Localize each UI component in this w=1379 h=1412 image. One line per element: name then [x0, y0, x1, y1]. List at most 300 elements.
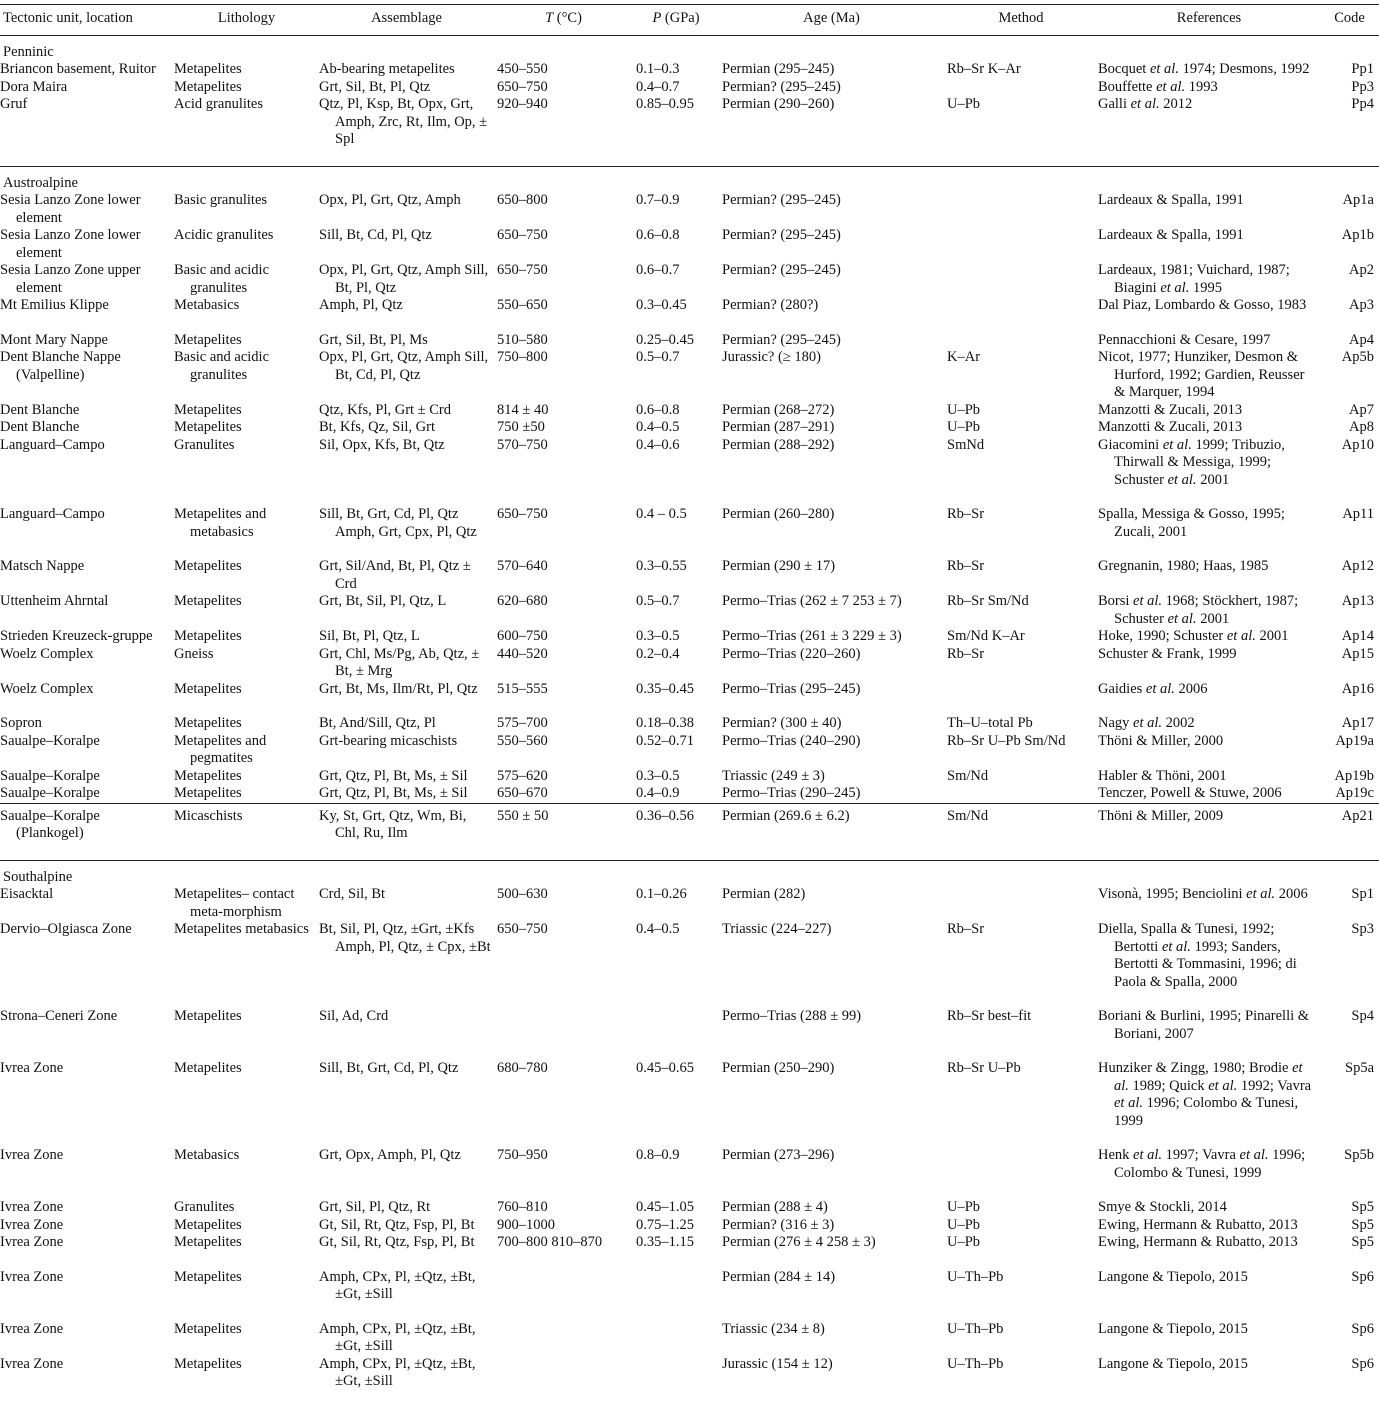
unit-cell: Woelz Complex	[0, 645, 94, 662]
assemblage-cell: Bt, Kfs, Qz, Sil, Grt	[319, 419, 435, 435]
table-row	[0, 921, 1379, 1008]
temperature-cell: 500–630	[497, 886, 548, 902]
age-cell: Permo–Trias (290–245)	[722, 785, 861, 801]
temperature-cell: 750–950	[497, 1147, 548, 1163]
pressure-cell: 0.3–0.5	[636, 628, 680, 644]
code-cell: Sp5	[1351, 1199, 1374, 1215]
pressure-cell: 0.85–0.95	[636, 96, 694, 112]
age-cell: Triassic (249 ± 3)	[722, 767, 825, 784]
code-cell: Sp5	[1351, 1216, 1374, 1233]
method-cell: U–Pb	[947, 401, 981, 418]
col-header-lithology: Lithology	[174, 5, 319, 36]
method-cell	[944, 332, 1098, 350]
age-cell: Permo–Trias (261 ± 3 229 ± 3)	[722, 628, 902, 644]
age-cell: Permo–Trias (288 ± 99)	[722, 1008, 862, 1024]
temperature-cell: 650–750	[497, 506, 548, 522]
temperature-cell: 680–780	[497, 1060, 548, 1076]
references-cell: Thöni & Miller, 2000	[1098, 732, 1224, 749]
lithology-cell: Metapelites	[174, 558, 242, 574]
temperature-cell: 550–650	[497, 297, 548, 313]
section-heading: Austroalpine	[0, 166, 1379, 192]
unit-cell: Saualpe–Koralpe (Plankogel)	[0, 803, 174, 860]
code-cell: Sp5	[1351, 1234, 1374, 1250]
table-row	[0, 715, 1379, 733]
age-cell: Triassic (224–227)	[722, 921, 832, 937]
table-row	[0, 79, 1379, 97]
references-cell: Gregnanin, 1980; Haas, 1985	[1098, 558, 1269, 574]
table-row	[0, 262, 1379, 297]
references-cell: Langone & Tiepolo, 2015	[1098, 1320, 1248, 1337]
method-cell: U–Pb	[947, 1234, 981, 1250]
temperature-cell: 650–750	[497, 78, 548, 95]
references-cell: Bouffette et al. 1993	[1098, 78, 1218, 95]
assemblage-cell: Grt, Sil/And, Bt, Pl, Qtz ± Crd	[319, 558, 471, 592]
method-cell: K–Ar	[947, 349, 981, 365]
lithology-cell: Metapelites	[174, 1216, 242, 1233]
age-cell: Permian (260–280)	[722, 506, 835, 522]
references-cell: Langone & Tiepolo, 2015	[1098, 1355, 1248, 1372]
code-cell: Ap1b	[1341, 227, 1374, 243]
age-cell: Permian (269.6 ± 6.2)	[719, 803, 944, 860]
temperature-cell: 510–580	[497, 331, 548, 348]
section-row	[0, 166, 1379, 192]
unit-cell: Mt Emilius Klippe	[0, 297, 109, 313]
code-cell: Ap8	[1349, 419, 1374, 435]
assemblage-cell: Gt, Sil, Rt, Qtz, Fsp, Pl, Bt	[319, 1216, 475, 1233]
code-cell: Ap14	[1341, 628, 1374, 644]
references-cell: Dal Piaz, Lombardo & Gosso, 1983	[1098, 297, 1307, 313]
age-cell: Permian (282)	[722, 886, 806, 902]
assemblage-cell: Grt, Bt, Sil, Pl, Qtz, L	[319, 593, 447, 609]
age-cell: Permian (290 ± 17)	[722, 558, 836, 574]
temperature-cell: 575–620	[497, 767, 548, 784]
references-cell: Pennacchioni & Cesare, 1997	[1098, 331, 1271, 348]
pressure-cell: 0.3–0.55	[636, 558, 687, 574]
table-row	[0, 558, 1379, 593]
code-cell: Ap7	[1349, 401, 1374, 418]
lithology-cell: Acid granulites	[174, 96, 263, 112]
references-cell: Tenczer, Powell & Stuwe, 2006	[1098, 785, 1282, 801]
assemblage-cell: Bt, And/Sill, Qtz, Pl	[319, 715, 436, 731]
table-row	[0, 1008, 1379, 1060]
section-heading: Southalpine	[0, 860, 1379, 886]
method-cell	[944, 785, 1098, 803]
table-row	[0, 437, 1379, 507]
lithology-cell: Metapelites	[174, 1234, 242, 1250]
code-cell: Pp3	[1351, 78, 1374, 95]
method-cell: Rb–Sr U–Pb Sm/Nd	[947, 732, 1066, 749]
references-cell: Lardeaux & Spalla, 1991	[1098, 227, 1244, 243]
col-header-code: Code	[1320, 5, 1379, 36]
method-cell	[944, 227, 1098, 262]
temperature-cell: 900–1000	[497, 1216, 555, 1233]
section-row	[0, 860, 1379, 886]
col-header-method: Method	[944, 5, 1098, 36]
temperature-cell: 700–800 810–870	[497, 1234, 603, 1250]
lithology-cell: Micaschists	[174, 803, 319, 860]
code-cell: Ap19b	[1334, 767, 1374, 784]
pressure-cell: 0.4–0.6	[636, 436, 680, 453]
references-cell: Lardeaux, 1981; Vuichard, 1987; Biagini et al. 1995	[1098, 262, 1290, 296]
temperature-cell: 600–750	[497, 628, 548, 644]
age-cell: Permo–Trias (240–290)	[722, 732, 861, 749]
method-cell: U–Pb	[947, 96, 981, 112]
method-cell: Rb–Sr U–Pb	[947, 1060, 1021, 1076]
code-cell: Ap12	[1341, 558, 1374, 574]
temperature-cell	[494, 1356, 633, 1393]
age-cell: Permian (250–290)	[722, 1060, 835, 1076]
table-row	[0, 803, 1379, 860]
lithology-cell: Gneiss	[174, 645, 214, 662]
assemblage-cell: Amph, Pl, Qtz	[319, 297, 403, 313]
code-cell: Sp5a	[1345, 1060, 1374, 1076]
code-cell: Sp6	[1351, 1320, 1374, 1337]
table-row	[0, 1269, 1379, 1321]
code-cell: Ap4	[1349, 331, 1374, 348]
age-cell: Permo–Trias (220–260)	[722, 645, 861, 662]
code-cell: Sp3	[1351, 921, 1374, 937]
age-cell: Jurassic? (≥ 180)	[722, 349, 821, 365]
table-row	[0, 227, 1379, 262]
unit-cell: Strieden Kreuzeck-gruppe	[0, 628, 153, 644]
age-cell: Permian (276 ± 4 258 ± 3)	[722, 1234, 876, 1250]
table-row	[0, 886, 1379, 921]
table-row	[0, 1199, 1379, 1217]
unit-cell: Dervio–Olgiasca Zone	[0, 921, 132, 937]
references-cell: Boriani & Burlini, 1995; Pinarelli & Boriani, 2007	[1098, 1008, 1310, 1042]
references-cell: Nagy et al. 2002	[1098, 715, 1195, 731]
code-cell: Ap16	[1341, 680, 1374, 697]
assemblage-cell: Sill, Bt, Grt, Cd, Pl, Qtz	[319, 1060, 459, 1076]
method-cell: Rb–Sr	[947, 921, 985, 937]
temperature-cell: 570–640	[497, 558, 548, 574]
unit-cell: Ivrea Zone	[0, 1355, 64, 1372]
lithology-cell: Metapelites	[174, 61, 242, 77]
references-cell: Borsi et al. 1968; Stöckhert, 1987; Schuster et al. 2001	[1098, 593, 1299, 627]
unit-cell: Ivrea Zone	[0, 1216, 64, 1233]
age-cell: Jurassic (154 ± 12)	[722, 1355, 833, 1372]
temperature-cell: 575–700	[497, 715, 548, 731]
references-cell: Gaidies et al. 2006	[1098, 680, 1208, 697]
method-cell: Sm/Nd K–Ar	[947, 628, 1025, 644]
table-row	[0, 96, 1379, 166]
table-row	[0, 1234, 1379, 1269]
lithology-cell: Metapelites	[174, 1320, 242, 1337]
code-cell: Ap17	[1341, 715, 1374, 731]
age-cell: Permian (295–245)	[722, 61, 835, 77]
assemblage-cell: Amph, CPx, Pl, ±Qtz, ±Bt, ±Gt, ±Sill	[319, 1268, 476, 1302]
unit-cell: Ivrea Zone	[0, 1199, 64, 1215]
table-row	[0, 402, 1379, 420]
unit-cell: Dent Blanche Nappe (Valpelline)	[0, 349, 121, 383]
lithology-cell: Metapelites	[174, 401, 242, 418]
method-cell	[944, 886, 1098, 921]
age-cell: Triassic (234 ± 8)	[722, 1320, 825, 1337]
method-cell	[944, 192, 1098, 227]
code-cell: Ap15	[1341, 645, 1374, 662]
assemblage-cell: Crd, Sil, Bt	[319, 886, 386, 902]
section-heading: Penninic	[3, 43, 54, 60]
method-cell: U–Th–Pb	[947, 1268, 1004, 1285]
pressure-cell: 0.52–0.71	[636, 732, 694, 749]
method-cell: Rb–Sr Sm/Nd	[947, 593, 1029, 609]
lithology-cell: Metapelites	[174, 680, 242, 697]
method-cell	[944, 297, 1098, 332]
assemblage-cell: Ky, St, Grt, Qtz, Wm, Bi, Chl, Ru, Ilm	[319, 803, 494, 860]
table-row	[0, 349, 1379, 402]
age-cell: Permian (284 ± 14)	[722, 1268, 836, 1285]
lithology-cell: Metapelites	[174, 715, 242, 731]
table-row	[0, 1217, 1379, 1235]
age-cell: Permian? (280?)	[722, 297, 819, 313]
lithology-cell: Granulites	[174, 436, 235, 453]
lithology-cell: Acidic granulites	[174, 227, 274, 243]
temperature-cell: 570–750	[497, 436, 548, 453]
references-cell: Habler & Thöni, 2001	[1098, 767, 1227, 784]
lithology-cell: Metapelites	[174, 767, 242, 784]
assemblage-cell: Qtz, Kfs, Pl, Grt ± Crd	[319, 401, 452, 418]
table-row	[0, 1321, 1379, 1356]
pressure-cell: 0.3–0.45	[636, 297, 687, 313]
method-cell: Sm/Nd	[944, 803, 1098, 860]
table-row	[0, 297, 1379, 332]
temperature-cell: 650–670	[497, 785, 548, 801]
age-cell: Permian? (295–245)	[722, 262, 841, 278]
assemblage-cell: Sill, Bt, Cd, Pl, Qtz	[319, 227, 432, 243]
age-cell: Permian (288 ± 4)	[722, 1199, 828, 1215]
col-header-references: References	[1098, 5, 1320, 36]
code-cell: Sp1	[1351, 886, 1374, 902]
temperature-cell	[494, 1008, 633, 1060]
temperature-cell: 750 ±50	[497, 419, 545, 435]
pressure-cell	[633, 1321, 719, 1356]
method-cell: Sm/Nd	[947, 767, 989, 784]
pressure-cell	[633, 1269, 719, 1321]
lithology-cell: Metapelites and metabasics	[174, 506, 267, 540]
assemblage-cell: Bt, Sil, Pl, Qtz, ±Grt, ±Kfs Amph, Pl, Qtz, ± Cpx, ±Bt	[319, 921, 491, 955]
lithology-cell: Granulites	[174, 1199, 235, 1215]
references-cell: Spalla, Messiga & Gosso, 1995; Zucali, 2001	[1098, 506, 1285, 540]
references-cell: Ewing, Hermann & Rubatto, 2013	[1098, 1234, 1298, 1250]
assemblage-cell: Grt, Sil, Bt, Pl, Ms	[319, 331, 428, 348]
code-cell: Ap13	[1341, 593, 1374, 609]
age-cell: Permian? (295–245)	[722, 78, 841, 95]
table-row	[0, 192, 1379, 227]
age-cell: Permian (290–260)	[722, 96, 835, 112]
references-cell: Hunziker & Zingg, 1980; Brodie et al. 1989; Quick et al. 1992; Vavra et al. 1996; Colombo & Tunesi, 1999	[1098, 1060, 1312, 1129]
references-cell: Nicot, 1977; Hunziker, Desmon & Hurford, 1992; Gardien, Reusser & Marquer, 1994	[1098, 349, 1305, 400]
references-cell: Henk et al. 1997; Vavra et al. 1996; Colombo & Tunesi, 1999	[1098, 1147, 1306, 1181]
temperature-cell: 550–560	[497, 732, 548, 749]
pressure-cell: 0.6–0.8	[636, 401, 680, 418]
unit-cell: Gruf	[0, 96, 28, 112]
code-cell: Ap19c	[1335, 785, 1374, 801]
assemblage-cell: Sil, Bt, Pl, Qtz, L	[319, 628, 420, 644]
lithology-cell: Metapelites	[174, 419, 242, 435]
assemblage-cell: Grt, Bt, Ms, Ilm/Rt, Pl, Qtz	[319, 680, 478, 697]
code-cell: Pp4	[1351, 96, 1374, 112]
assemblage-cell: Opx, Pl, Grt, Qtz, Amph Sill, Bt, Cd, Pl, Qtz	[319, 349, 489, 383]
age-cell: Permian? (295–245)	[722, 192, 841, 208]
assemblage-cell: Grt, Opx, Amph, Pl, Qtz	[319, 1147, 461, 1163]
pressure-cell: 0.18–0.38	[636, 715, 694, 731]
pressure-cell: 0.3–0.5	[636, 767, 680, 784]
tectonic-units-table	[0, 4, 1379, 1393]
temperature-cell: 440–520	[497, 645, 548, 662]
lithology-cell: Metapelites	[174, 1268, 242, 1285]
lithology-cell: Metapelites	[174, 628, 242, 644]
references-cell: Visonà, 1995; Benciolini et al. 2006	[1098, 886, 1308, 902]
method-cell	[944, 79, 1098, 97]
method-cell	[944, 1147, 1098, 1199]
pressure-cell: 0.1–0.26	[636, 886, 687, 902]
temperature-cell	[494, 1321, 633, 1356]
pressure-cell: 0.1–0.3	[636, 61, 680, 77]
col-header-pressure: P (GPa)	[633, 5, 719, 36]
pressure-cell: 0.45–0.65	[636, 1060, 694, 1076]
method-cell: Th–U–total Pb	[947, 715, 1033, 731]
age-cell: Permian? (316 ± 3)	[722, 1216, 835, 1233]
assemblage-cell: Opx, Pl, Grt, Qtz, Amph	[319, 192, 461, 208]
lithology-cell: Basic granulites	[174, 192, 268, 208]
code-cell: Ap1a	[1342, 192, 1374, 208]
temperature-cell: 920–940	[497, 96, 548, 112]
lithology-cell: Basic and acidic granulites	[174, 349, 270, 383]
age-cell: Permian (288–292)	[722, 436, 835, 453]
method-cell: U–Th–Pb	[947, 1320, 1004, 1337]
unit-cell: Ivrea Zone	[0, 1268, 64, 1285]
pressure-cell: 0.4–0.5	[636, 419, 680, 435]
temperature-cell: 750–800	[497, 349, 548, 365]
unit-cell: Uttenheim Ahrntal	[0, 593, 109, 609]
method-cell	[944, 681, 1098, 716]
pressure-cell: 0.45–1.05	[636, 1199, 694, 1215]
unit-cell: Saualpe–Koralpe	[0, 732, 100, 749]
unit-cell: Dent Blanche	[0, 401, 80, 418]
lithology-cell: Metapelites	[174, 331, 242, 348]
pressure-cell: 0.36–0.56	[633, 803, 719, 860]
lithology-cell: Metapelites	[174, 78, 242, 95]
method-cell: U–Pb	[947, 419, 981, 435]
assemblage-cell: Grt, Qtz, Pl, Bt, Ms, ± Sil	[319, 767, 468, 784]
unit-cell: Dent Blanche	[0, 419, 80, 435]
unit-cell: Sesia Lanzo Zone lower element	[0, 192, 141, 226]
table-row	[0, 628, 1379, 646]
method-cell: U–Pb	[947, 1216, 981, 1233]
references-cell: Langone & Tiepolo, 2015	[1098, 1268, 1248, 1285]
unit-cell: Matsch Nappe	[0, 558, 85, 574]
references-cell: Ewing, Hermann & Rubatto, 2013	[1098, 1216, 1298, 1233]
pressure-cell: 0.6–0.8	[636, 227, 680, 243]
unit-cell: Ivrea Zone	[0, 1320, 64, 1337]
pressure-cell: 0.5–0.7	[636, 349, 680, 365]
age-cell: Permo–Trias (295–245)	[722, 680, 861, 697]
references-cell: Thöni & Miller, 2009	[1098, 803, 1320, 860]
lithology-cell: Metapelites and pegmatites	[174, 732, 267, 766]
temperature-cell: 760–810	[497, 1199, 548, 1215]
age-cell: Permian (287–291)	[722, 419, 835, 435]
temperature-cell: 650–750	[497, 262, 548, 278]
references-cell: Lardeaux & Spalla, 1991	[1098, 192, 1244, 208]
assemblage-cell: Grt, Chl, Ms/Pg, Ab, Qtz, ± Bt, ± Mrg	[319, 645, 480, 679]
col-header-unit: Tectonic unit, location	[0, 5, 174, 36]
code-cell: Ap5b	[1341, 349, 1374, 365]
method-cell: SmNd	[947, 436, 985, 453]
unit-cell: Saualpe–Koralpe	[0, 767, 100, 784]
method-cell: U–Pb	[947, 1199, 981, 1215]
unit-cell: Saualpe–Koralpe	[0, 785, 100, 801]
unit-cell: Sesia Lanzo Zone upper element	[0, 262, 141, 296]
table-row	[0, 61, 1379, 79]
table-row	[0, 681, 1379, 716]
temperature-cell: 620–680	[497, 593, 548, 609]
references-cell: Giacomini et al. 1999; Tribuzio, Thirwall & Messiga, 1999; Schuster et al. 2001	[1098, 436, 1285, 488]
unit-cell: Strona–Ceneri Zone	[0, 1008, 118, 1024]
lithology-cell: Metapelites	[174, 1060, 242, 1076]
temperature-cell: 650–800	[497, 192, 548, 208]
code-cell: Pp1	[1351, 61, 1374, 77]
method-cell: Rb–Sr	[947, 645, 985, 662]
table-row	[0, 768, 1379, 786]
assemblage-cell: Qtz, Pl, Ksp, Bt, Opx, Grt, Amph, Zrc, Rt, Ilm, Op, ± Spl	[319, 96, 488, 147]
code-cell: Ap19a	[1335, 732, 1374, 749]
temperature-cell: 515–555	[497, 680, 548, 697]
assemblage-cell: Sil, Opx, Kfs, Bt, Qtz	[319, 436, 445, 453]
pressure-cell: 0.4–0.5	[636, 921, 680, 937]
pressure-cell: 0.8–0.9	[636, 1147, 680, 1163]
lithology-cell: Metapelites	[174, 785, 242, 801]
temperature-cell: 650–750	[497, 227, 548, 243]
table-row	[0, 332, 1379, 350]
table-row	[0, 646, 1379, 681]
method-cell: Rb–Sr	[947, 506, 985, 522]
unit-cell: Ivrea Zone	[0, 1234, 64, 1250]
references-cell: Diella, Spalla & Tunesi, 1992; Bertotti et al. 1993; Sanders, Bertotti & Tommasini, 1996; di Paola & Spalla, 2000	[1098, 921, 1297, 990]
age-cell: Permo–Trias (262 ± 7 253 ± 7)	[722, 593, 902, 609]
assemblage-cell: Amph, CPx, Pl, ±Qtz, ±Bt, ±Gt, ±Sill	[319, 1320, 476, 1354]
age-cell: Permian (273–296)	[722, 1147, 835, 1163]
unit-cell: Mont Mary Nappe	[0, 331, 108, 348]
col-header-temperature: T (°C)	[494, 5, 633, 36]
temperature-cell: 650–750	[497, 921, 548, 937]
section-row	[0, 35, 1379, 61]
unit-cell: Eisacktal	[0, 886, 54, 902]
temperature-cell: 814 ± 40	[497, 401, 549, 418]
lithology-cell: Metabasics	[174, 297, 240, 313]
table-row	[0, 1060, 1379, 1147]
pressure-cell	[633, 1356, 719, 1393]
age-cell: Permian? (295–245)	[722, 331, 841, 348]
code-cell: Ap21	[1320, 803, 1379, 860]
temperature-cell: 450–550	[497, 61, 548, 77]
code-cell: Ap2	[1349, 262, 1374, 278]
assemblage-cell: Ab-bearing metapelites	[319, 61, 455, 77]
code-cell: Ap3	[1349, 297, 1374, 313]
table-row	[0, 733, 1379, 768]
pressure-cell: 0.4–0.9	[636, 785, 680, 801]
references-cell: Bocquet et al. 1974; Desmons, 1992	[1098, 61, 1310, 77]
unit-cell: Ivrea Zone	[0, 1147, 64, 1163]
method-cell: Rb–Sr	[947, 558, 985, 574]
assemblage-cell: Opx, Pl, Grt, Qtz, Amph Sill, Bt, Pl, Qtz	[319, 262, 489, 296]
table-row	[0, 1147, 1379, 1199]
unit-cell: Briancon basement, Ruitor	[0, 61, 156, 77]
lithology-cell: Metapelites– contact meta-morphism	[174, 886, 295, 920]
assemblage-cell: Grt, Sil, Bt, Pl, Qtz	[319, 78, 431, 95]
temperature-cell	[494, 1269, 633, 1321]
header-row	[0, 5, 1379, 36]
assemblage-cell: Grt, Sil, Pl, Qtz, Rt	[319, 1199, 431, 1215]
